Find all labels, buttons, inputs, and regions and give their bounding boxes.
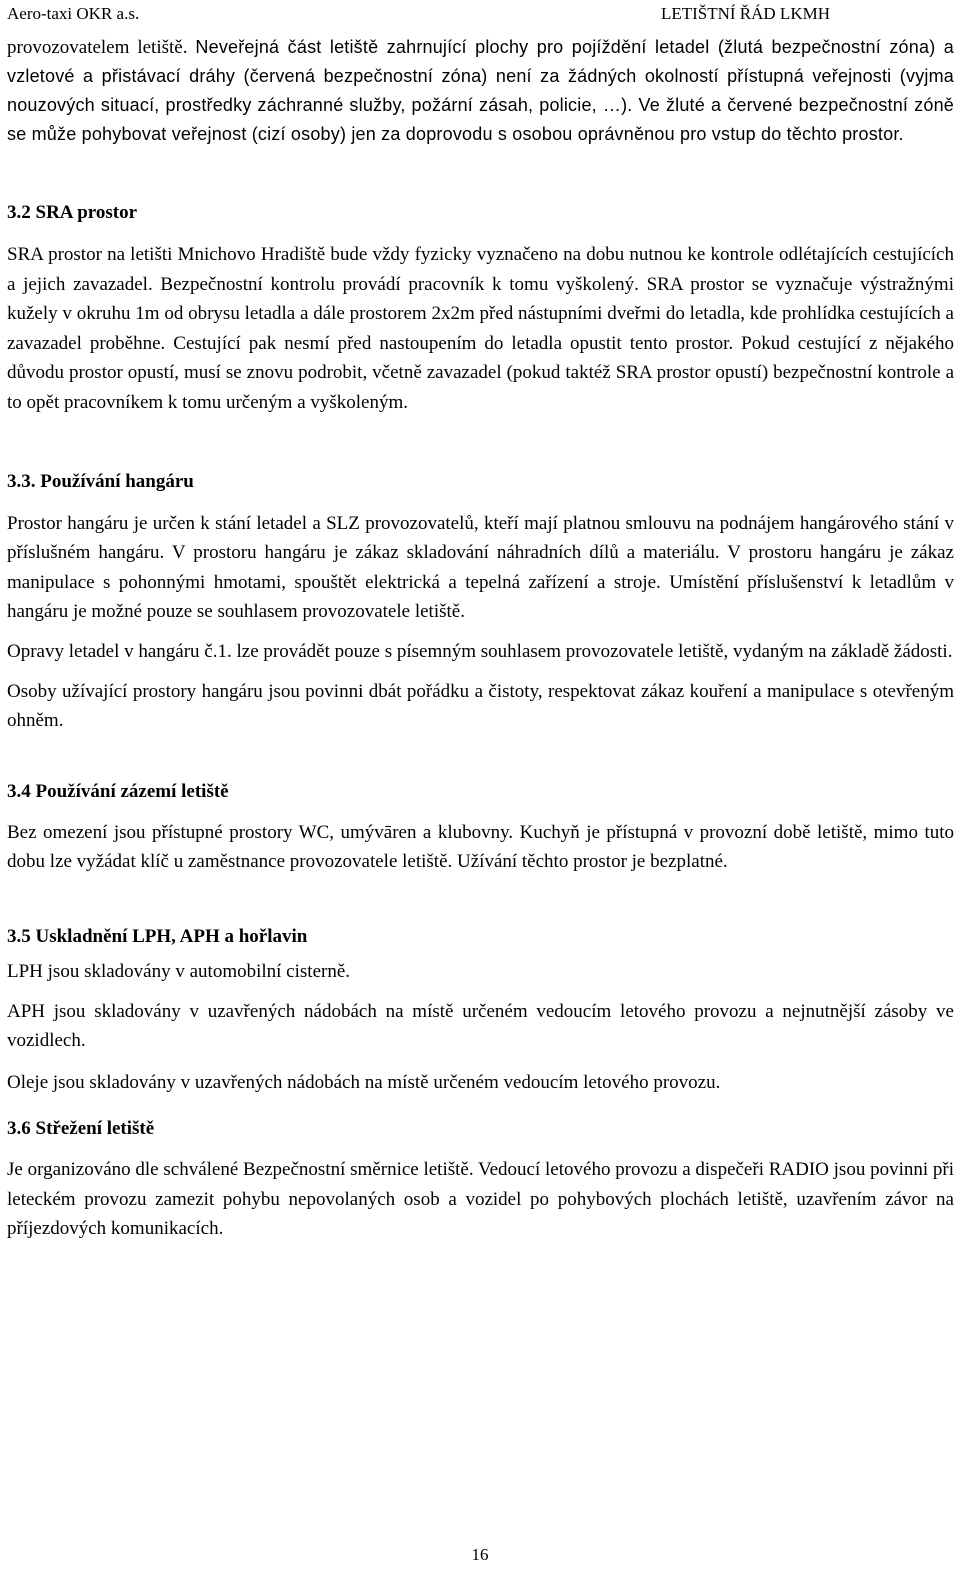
section-3-5-title: 3.5 Uskladnění LPH, APH a hořlavin (7, 925, 308, 947)
header-company: Aero-taxi OKR a.s. (7, 4, 140, 23)
section-3-2-paragraph: SRA prostor na letišti Mnichovo Hradiště bude vždy fyzicky vyznačeno na dobu nutnou ke kontrole odlétajících cestujících a jejich zavazadel. Bezpečnostní kontrolu provádí pracovník k tomu vyškolený. SRA prostor se vyznačuje výstražnými kužely v okruhu 1m od obrysu letadla a dále prostorem 2x2m před nástupními dveřmi do letadla, kde prohlídka cestujících a zavazadel proběhne. Cestující pak nesmí před nastoupením do letadla opustit tento prostor. Pokud cestující z nějakého důvodu prostor opustí, musí se znovu podrobit, včetně zavazadel (pokud taktéž SRA prostor opustí) bezpečnostní kontrole a to opět pracovníkem k tomu určeným a vyškoleným. (7, 244, 954, 413)
intro-paragraph (7, 33, 954, 149)
section-3-4-paragraph: Bez omezení jsou přístupné prostory WC, umývāren a klubovny. Kuchyň je přístupná v provozní době letiště, mimo tuto dobu lze vyžádat klíč u zaměstnance provozovatele letiště. Užívání těchto prostor je bezplatné. (7, 821, 954, 873)
section-3-5-paragraph-1: LPH jsou skladovány v automobilní cisterně. (7, 960, 351, 982)
section-3-5-paragraph-2: APH jsou skladovány v uzavřených nádobách na místě určeném vedoucím letového provozu a nejnutnější zásoby ve vozidlech. (7, 1000, 954, 1052)
header-document-title: LETIŠTNÍ ŘÁD LKMH (660, 4, 830, 23)
section-3-3-paragraph-3: Osoby užívající prostory hangáru jsou povinni dbát pořádku a čistoty, respektovat zákaz kouření a manipulace s otevřeným ohněm. (7, 680, 954, 732)
section-3-3-title: 3.3. Používání hangáru (7, 470, 194, 492)
section-3-3-paragraph-2: Opravy letadel v hangáru č.1. lze provádět pouze s písemným souhlasem provozovatele letiště, vydaným na základě žádosti. (7, 640, 953, 662)
section-3-5-paragraph-3: Oleje jsou skladovány v uzavřených nádobách na místě určeném vedoucím letového provozu. (7, 1071, 721, 1093)
page-header (7, 0, 940, 30)
page-number: 16 (471, 1545, 489, 1564)
section-3-4-title: 3.4 Používání zázemí letiště (7, 780, 229, 802)
section-3-6-paragraph: Je organizováno dle schválené Bezpečnostní směrnice letiště. Vedoucí letového provozu a dispečeři RADIO jsou povinni při leteckém provozu zamezit pohybu nepovolaných osob a vozidel po pohybových plochách letiště, uzavřením závor na příjezdových komunikacích. (7, 1159, 954, 1240)
intro-sans-text: Neveřejná část letiště zahrnující plochy pro pojíždění letadel (žlutá bezpečnostní zóna) a vzletové a přistávací dráhy (červená bezpečnostní zóna) není za žádných okolností přístupná veřejnosti (vyjma nouzových situací, prostředky záchranné služby, požární zásah, policie, …). Ve žluté a červené bezpečnostní zóně se může pohybovat veřejnost (cizí osoby) jen za doprovodu s osobou oprávněnou pro vstup do těchto prostor. (7, 37, 954, 144)
section-3-3-paragraph-1: Prostor hangáru je určen k stání letadel a SLZ provozovatelů, kteří mají platnou smlouvu na podnájem hangárového stání v příslušném hangáru. V prostoru hangáru je zákaz skladování náhradních dílů a materiálu. V prostoru hangáru je zákaz manipulace s pohonnými hmotami, spouštět elektrická a tepelná zařízení a stroje. Umístění příslušenství k letadlům v hangáru je možné pouze se souhlasem provozovatele letiště. (7, 512, 954, 623)
section-3-2-title: 3.2 SRA prostor (7, 202, 138, 223)
section-3-6-title: 3.6 Střežení letiště (7, 1118, 155, 1140)
intro-serif-text: provozovatelem letiště. (7, 37, 196, 58)
document-body (7, 32, 954, 1244)
